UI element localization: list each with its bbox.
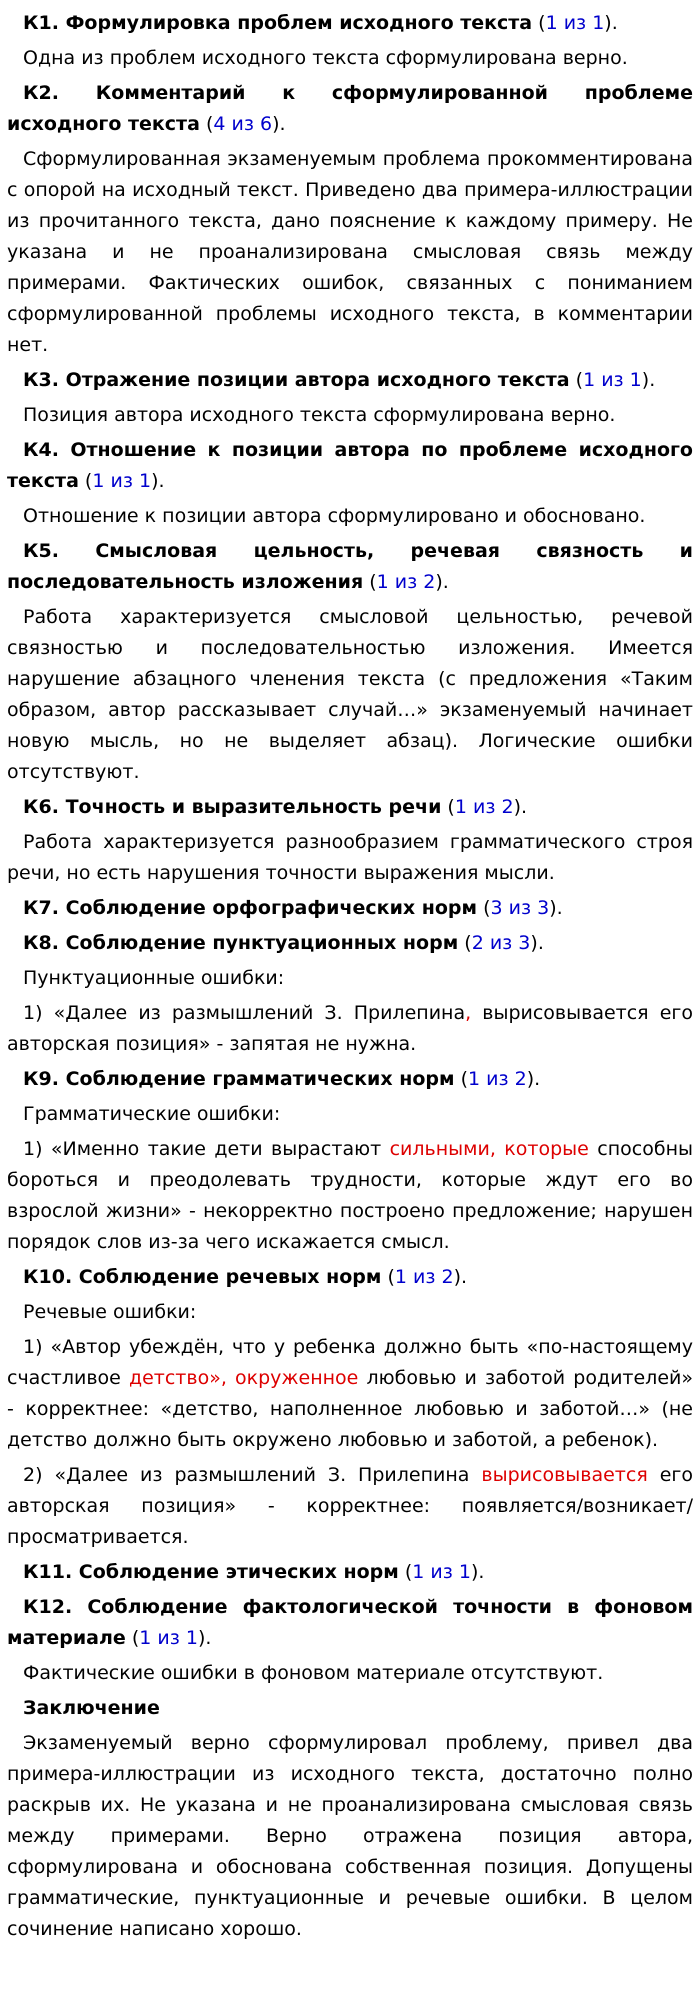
k10-error-2-text-a: 2) «Далее из размышлений З. Прилепина	[23, 1464, 482, 1486]
conclusion-text: Экзаменуемый верно сформулировал проблему, привел два примера-иллюстрации из исходного текста, достаточно полно раскрыв их. Не указана и не проанализирована смысловая связь между примерами. Верно отражена позиция автора, сформулирована и обоснована собственная позиция. Допущены грамматические, пунктуационные и речевые ошибки. В целом сочинение написано хорошо.	[7, 1732, 693, 1940]
k6-title: К6. Точность и выразительность речи	[23, 796, 442, 818]
k10-error-2	[7, 1460, 693, 1553]
k9-score: 1 из 2	[468, 1068, 527, 1090]
k1-score: 1 из 1	[545, 12, 605, 34]
k4-title: К4. Отношение к позиции автора по проблеме исходного текста	[7, 439, 693, 492]
k8-error-1	[7, 998, 693, 1060]
k4-score: 1 из 1	[92, 470, 152, 492]
k4-heading: К4. Отношение к позиции автора по проблеме исходного текста (1 из 1).	[7, 439, 693, 492]
k12-title: К12. Соблюдение фактологической точности в фоновом материале	[7, 1596, 693, 1649]
k11-title: К11. Соблюдение этических норм	[23, 1561, 399, 1583]
k8-intro: Пунктуационные ошибки:	[23, 967, 285, 989]
k8-error-1-highlight: ,	[465, 1002, 472, 1024]
k10-error-1-highlight: детство», окруженное	[128, 1367, 359, 1389]
k10-score: 1 из 2	[394, 1266, 454, 1288]
conclusion-heading: Заключение	[23, 1697, 160, 1719]
k2-heading: К2. Комментарий к сформулированной проблеме исходного текста (4 из 6).	[7, 82, 693, 135]
k9-title: К9. Соблюдение грамматических норм	[23, 1068, 455, 1090]
k4-comment: Отношение к позиции автора сформулировано и обосновано.	[23, 505, 646, 527]
k8-heading: К8. Соблюдение пунктуационных норм (2 из 3).	[23, 932, 544, 954]
k9-error-1-text-a: 1) «Именно такие дети вырастают	[23, 1138, 390, 1160]
k3-score: 1 из 1	[583, 369, 642, 391]
k6-heading: К6. Точность и выразительность речи (1 из 2).	[23, 796, 528, 818]
k8-error-1-text-a: 1) «Далее из размышлений З. Прилепина	[23, 1002, 466, 1024]
k11-score: 1 из 1	[412, 1561, 471, 1583]
k8-score: 2 из 3	[471, 932, 531, 954]
k6-score: 1 из 2	[454, 796, 514, 818]
k8-title: К8. Соблюдение пунктуационных норм	[23, 932, 459, 954]
k6-comment: Работа характеризуется разнообразием грамматического строя речи, но есть нарушения точности выражения мысли.	[7, 831, 693, 884]
k7-score: 3 из 3	[490, 897, 550, 919]
k3-title: К3. Отражение позиции автора исходного текста	[23, 369, 570, 391]
k11-heading: К11. Соблюдение этических норм (1 из 1).	[23, 1561, 485, 1583]
k10-error-1-text-a: 1) «Автор убеждён, что у ребенка должно быть «по-настоящему счастливое	[7, 1336, 693, 1389]
k12-heading: К12. Соблюдение фактологической точности в фоновом материале (1 из 1).	[7, 1596, 693, 1649]
k9-error-1	[7, 1134, 693, 1258]
k10-title: К10. Соблюдение речевых норм	[23, 1266, 382, 1288]
k5-score: 1 из 2	[376, 571, 436, 593]
k5-heading: К5. Смысловая цельность, речевая связность и последовательность изложения (1 из 2).	[7, 540, 693, 593]
k10-error-2-text-b: его авторская позиция» - корректнее: появляется/возникает/просматривается.	[7, 1464, 694, 1548]
k10-error-1	[7, 1332, 693, 1456]
k7-heading: К7. Соблюдение орфографических норм (3 из 3).	[23, 897, 563, 919]
k9-intro: Грамматические ошибки:	[23, 1103, 281, 1125]
k1-heading: К1. Формулировка проблем исходного текста (1 из 1).	[23, 12, 618, 34]
k3-comment: Позиция автора исходного текста сформулирована верно.	[23, 404, 616, 426]
k10-error-1-text-b: любовью и заботой родителей» - корректнее: «детство, наполненное любовью и заботой…» (не детство должно быть окружено любовью и заботой, а ребенок).	[7, 1367, 693, 1451]
k2-title: К2. Комментарий к сформулированной проблеме исходного текста	[7, 82, 693, 135]
k10-intro: Речевые ошибки:	[23, 1301, 197, 1323]
k8-error-1-text-b: вырисовывается его авторская позиция» - запятая не нужна.	[7, 1002, 693, 1055]
k2-score: 4 из 6	[213, 113, 273, 135]
k1-title: К1. Формулировка проблем исходного текста	[23, 12, 533, 34]
k12-comment: Фактические ошибки в фоновом материале отсутствуют.	[23, 1662, 604, 1684]
k9-heading: К9. Соблюдение грамматических норм (1 из 2).	[23, 1068, 541, 1090]
k7-title: К7. Соблюдение орфографических норм	[23, 897, 478, 919]
k10-error-2-highlight: вырисовывается	[481, 1464, 648, 1486]
k5-title: К5. Смысловая цельность, речевая связность и последовательность изложения	[7, 540, 693, 593]
k1-comment: Одна из проблем исходного текста сформулирована верно.	[23, 47, 628, 69]
k2-comment: Сформулированная экзаменуемым проблема прокомментирована с опорой на исходный текст. Приведено два примера-иллюстрации из прочитанного текста, дано пояснение к каждому примеру. Не указана и не проанализирована смысловая связь между примерами. Фактических ошибок, связанных с пониманием сформулированной проблемы исходного текста, в комментарии нет.	[7, 148, 693, 356]
k12-score: 1 из 1	[139, 1627, 198, 1649]
k9-error-1-highlight: сильными, которые	[389, 1138, 589, 1160]
k5-comment: Работа характеризуется смысловой цельностью, речевой связностью и последовательностью изложения. Имеется нарушение абзацного членения текста (с предложения «Таким образом, автор рассказывает случай…» экзаменуемый начинает новую мысль, но не выделяет абзац). Логические ошибки отсутствуют.	[7, 606, 693, 783]
k3-heading: К3. Отражение позиции автора исходного текста (1 из 1).	[23, 369, 656, 391]
k10-heading: К10. Соблюдение речевых норм (1 из 2).	[23, 1266, 468, 1288]
k9-error-1-text-b: способны бороться и преодолевать трудности, которые ждут его во взрослой жизни» - некорректно построено предложение; нарушен порядок слов из-за чего искажается смысл.	[7, 1138, 693, 1253]
